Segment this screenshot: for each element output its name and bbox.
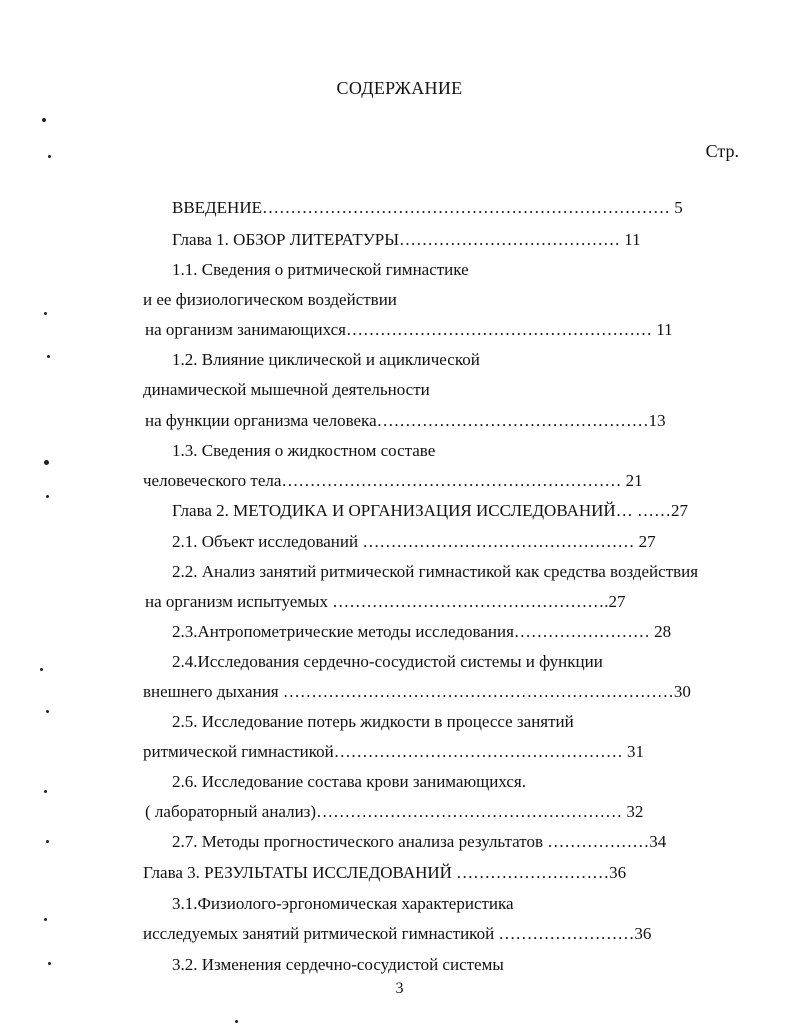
- toc-entry-intro: ВВЕДЕНИЕ……………………………………………………………… 5: [172, 198, 683, 217]
- toc-entry-chapter-3: Глава 3. РЕЗУЛЬТАТЫ ИССЛЕДОВАНИЙ ………………………36: [143, 863, 627, 882]
- toc-entry-1-2-cont: динамической мышечной деятельности: [143, 380, 430, 399]
- toc-entry-2-4: 2.4.Исследования сердечно-сосудистой системы и функции: [172, 652, 603, 671]
- scan-speck: [42, 118, 46, 122]
- toc-entry-1-3-end: человеческого тела…………………………………………………… 21: [143, 471, 643, 490]
- toc-entry-1-1: 1.1. Сведения о ритмической гимнастике: [172, 260, 469, 279]
- scan-speck: [44, 460, 49, 465]
- toc-entry-1-1-cont: и ее физиологическом воздействии: [143, 290, 397, 309]
- scan-speck: [44, 790, 47, 793]
- toc-entry-2-5: 2.5. Исследование потерь жидкости в процессе занятий: [172, 712, 574, 731]
- toc-entry-2-4-end: внешнего дыхания ……………………………………………………………30: [143, 682, 691, 701]
- toc-entry-1-2: 1.2. Влияние циклической и ациклической: [172, 350, 480, 369]
- toc-entry-chapter-2: Глава 2. МЕТОДИКА И ОРГАНИЗАЦИЯ ИССЛЕДОВАНИЙ… ……27: [172, 501, 688, 520]
- scan-speck: [44, 918, 47, 921]
- toc-entry-chapter-1: Глава 1. ОБЗОР ЛИТЕРАТУРЫ………………………………… 11: [172, 230, 641, 249]
- toc-entry-2-2-end: на организм испытуемых ………………………………………….27: [145, 592, 626, 611]
- page-title: СОДЕРЖАНИЕ: [336, 78, 463, 98]
- scan-speck: [40, 668, 43, 671]
- toc-entry-2-3: 2.3.Антропометрические методы исследования…………………… 28: [172, 622, 672, 641]
- toc-entry-1-3: 1.3. Сведения о жидкостном составе: [172, 441, 436, 460]
- page-column-label: Стр.: [705, 141, 739, 161]
- toc-entry-2-6: 2.6. Исследование состава крови занимающихся.: [172, 772, 526, 791]
- toc-entry-1-2-end: на функции организма человека…………………………………………13: [145, 411, 666, 430]
- toc-entry-1-1-end: на организм занимающихся……………………………………………… 11: [145, 320, 673, 339]
- scan-speck: [46, 840, 49, 843]
- scan-speck: [47, 355, 50, 358]
- toc-entry-2-2: 2.2. Анализ занятий ритмической гимнастикой как средства воздействия: [172, 562, 699, 581]
- toc-entry-2-5-end: ритмической гимнастикой…………………………………………… 31: [143, 742, 644, 761]
- scan-speck: [46, 495, 49, 498]
- toc-entry-3-1-end: исследуемых занятий ритмической гимнастикой ……………………36: [143, 924, 652, 943]
- scan-speck: [235, 1020, 238, 1023]
- page-number: 3: [395, 980, 404, 997]
- scan-speck: [46, 710, 49, 713]
- toc-entry-3-1: 3.1.Физиолого-эргономическая характеристика: [172, 894, 514, 913]
- toc-entry-2-1: 2.1. Объект исследований ………………………………………… 27: [172, 532, 656, 551]
- scan-speck: [48, 962, 51, 965]
- scan-speck: [48, 155, 51, 158]
- toc-entry-2-6-end: ( лабораторный анализ)……………………………………………… 32: [145, 802, 644, 821]
- scan-speck: [44, 312, 47, 315]
- toc-entry-3-2: 3.2. Изменения сердечно-сосудистой системы: [172, 955, 504, 974]
- toc-entry-2-7: 2.7. Методы прогностического анализа результатов ………………34: [172, 832, 667, 851]
